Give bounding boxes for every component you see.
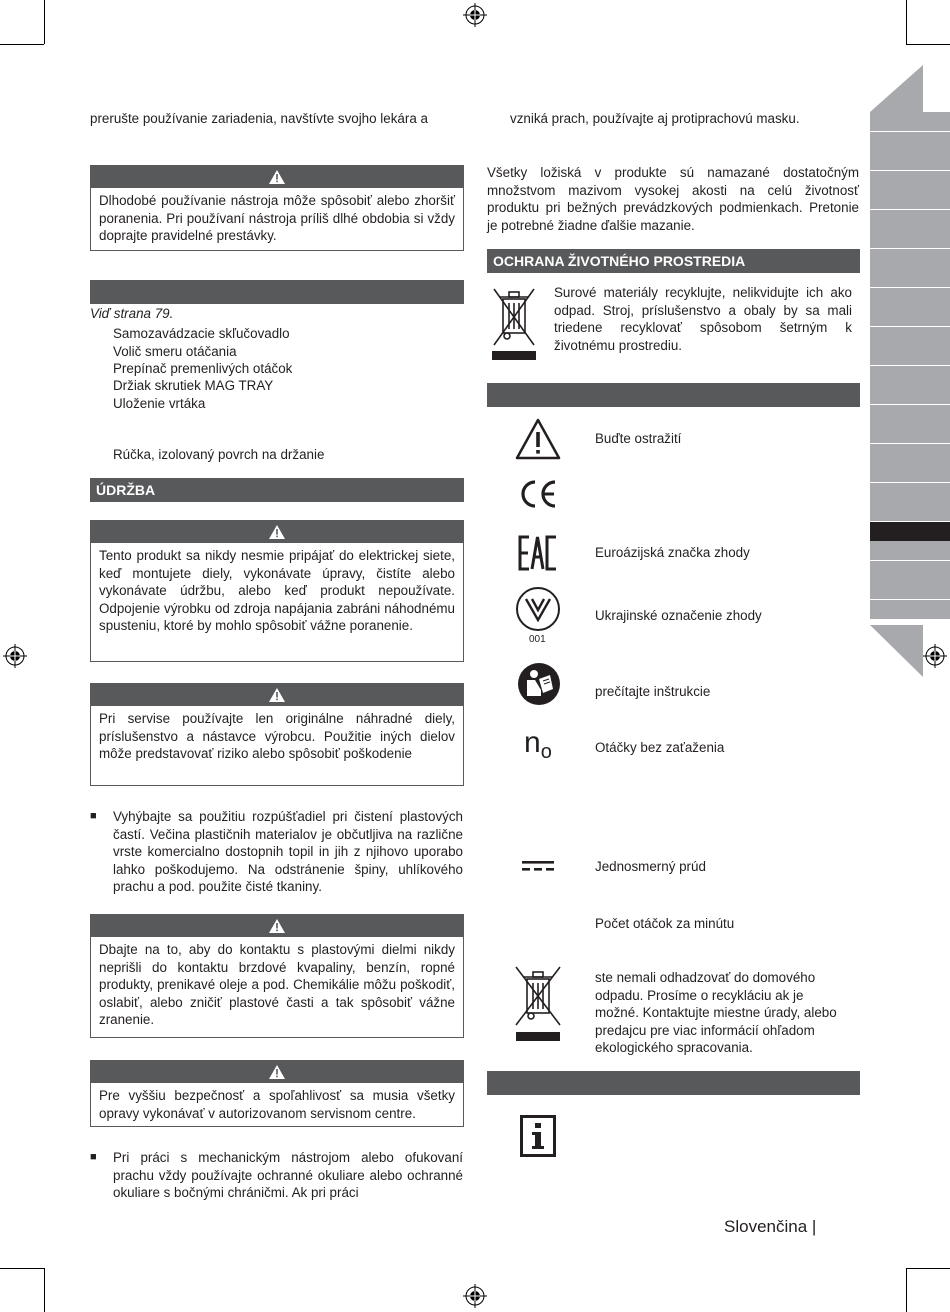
side-language-tab [870, 366, 950, 386]
warning-text-4: Dbajte na to, aby do kontaktu s plastovými dielmi nikdy neprišli do kontaktu brzdové kvapaliny, benzín, ropné produkty, prenikavé oleje a pod. Chemikálie môžu poškodiť, oslabiť, alebo zničiť plastové časti a tak spôsobiť vážne zranenie. [99, 942, 455, 1028]
registration-mark-icon [3, 644, 27, 668]
side-language-tab [870, 600, 950, 620]
registration-mark-icon [463, 3, 487, 27]
bearings-text: Všetky ložiská v produkte sú namazané dostatočným množstvom mazivom vysokej akosti na celú životnosť produktu pri bežných prevádzkových podmienkach. Pretonie je potrebné žiadne ďalšie mazanie. [487, 165, 859, 233]
side-language-tab [870, 580, 950, 600]
weee-bin-crossed-icon [512, 965, 564, 1045]
side-language-tab [870, 561, 950, 581]
warning-box-3 [90, 683, 464, 786]
side-language-tab [870, 541, 950, 561]
symbol-label-ua: Ukrajinské označenie zhody [595, 608, 762, 623]
symbol-label-no-load: Otáčky bez zaťaženia [595, 740, 725, 755]
warning-bar [91, 1061, 463, 1083]
recycle-bin-crossed-icon [490, 285, 538, 365]
crop-mark [906, 1268, 950, 1269]
warning-text-5: Pre vyššiu bezpečnosť a spoľahlivosť sa musia všetky opravy vykonávať v autorizovanom servisnom centre. [99, 1088, 455, 1121]
warning-bar [91, 166, 463, 188]
side-language-tab [870, 463, 950, 483]
crop-mark [906, 1268, 907, 1312]
section-header-maintenance: ÚDRŽBA [90, 478, 464, 502]
side-language-tab [870, 346, 950, 366]
side-language-tab [870, 424, 950, 444]
side-language-tab [870, 444, 950, 464]
side-language-tab [870, 502, 950, 522]
side-language-tab [870, 210, 950, 230]
component-item: Uloženie vrtáka [113, 396, 206, 411]
environment-text: Surové materiály recyklujte, nelikvidujte ich ako odpad. Stroj, príslušenstvo a obaly by sa mali triedene recyklovať spôsobom šetrným k životnému prostrediu. [554, 285, 852, 353]
side-language-tab [870, 229, 950, 249]
symbol-label-weee: ste nemali odhadzovať do domového odpadu. Prosíme o recykláciu ak je možné. Kontaktujte miestne úrady, alebo predajcu pre viac informácií ohľadom ekologického spracovania. [595, 970, 837, 1056]
warning-triangle-icon [269, 688, 285, 702]
warning-triangle-icon [269, 1065, 285, 1079]
side-language-tab [870, 132, 950, 152]
warning-triangle-icon [269, 525, 285, 539]
no-load-symbol-n: n [524, 726, 541, 759]
symbol-label-manual: prečítajte inštrukcie [595, 684, 711, 699]
warning-bar [91, 684, 463, 706]
section-header-environment: OCHRANA ŽIVOTNÉHO PROSTREDIA [487, 249, 860, 273]
symbol-label-attention: Buďte ostražití [595, 431, 682, 446]
eac-mark-icon [518, 535, 558, 571]
symbol-label-dc: Jednosmerný prúd [595, 859, 706, 874]
crop-mark [0, 1268, 44, 1269]
crop-mark [906, 0, 907, 44]
warning-triangle-icon [269, 919, 285, 933]
crop-mark [44, 0, 45, 44]
warning-bar [91, 521, 463, 543]
component-item: Prepínač premenlivých otáčok [113, 361, 293, 376]
side-language-tab [870, 327, 950, 347]
info-icon [520, 1115, 556, 1157]
side-language-tab [870, 151, 950, 171]
section-header-components [90, 280, 464, 304]
registration-mark-icon [463, 1284, 487, 1308]
side-language-tab [870, 307, 950, 327]
warning-bar [91, 915, 463, 937]
warning-box-1 [90, 165, 464, 251]
warning-text-3: Pri servise používajte len originálne náhradné diely, príslušenstvo a nástavce výrobcu. Použitie iných dielov môže predstavovať riziko alebo spôsobiť poškodenie [99, 711, 455, 762]
warning-text-2: Tento produkt sa nikdy nesmie pripájať do elektrickej siete, keď montujete diely, vykonávate úpravy, čistíte alebo vykonávate údržbu, alebo keď produkt nepoužívate. Odpojenie výrobku od zdroja napájania zabráni náhodnému spusteniu, ktoré by mohlo spôsobiť vážne poranenie. [99, 548, 455, 634]
symbol-label-rpm: Počet otáčok za minútu [595, 916, 735, 931]
read-manual-icon [517, 662, 561, 706]
bullet-text-2: Pri práci s mechanickým nástrojom alebo ofukovaní prachu vždy používajte ochranné okuliare alebo ochranné okuliare s bočnými chráničmi. Ak pri práci [113, 1150, 463, 1201]
crop-mark [906, 44, 950, 45]
section-header-info [487, 1071, 860, 1095]
bullet-square-icon: ■ [90, 1151, 97, 1163]
ce-mark-icon [517, 478, 559, 510]
component-item: Samozavádzacie skľučovadlo [113, 326, 290, 341]
ukrainian-conformity-code: 001 [529, 634, 546, 645]
side-tab-triangle-top [870, 65, 950, 112]
top-left-text: prerušte používanie zariadenia, navštívte svojho lekára a [90, 111, 428, 126]
crop-mark [0, 44, 44, 45]
no-load-speed-symbol [524, 726, 552, 769]
warning-box-2 [90, 520, 464, 662]
bullet-text-1: Vyhýbajte sa použitiu rozpúšťadiel pri čistení plastových častí. Večina plastičnih materialov je občutljiva na različne vrste komercialno dostopnih topil in jih z njihovo uporabo lahko poškodujemo. Na odstránenie špiny, uhlíkového prachu a pod. použite čisté tkaniny. [113, 809, 463, 895]
top-right-text: vzniká prach, používajte aj protiprachovú masku. [510, 111, 800, 126]
side-tab-triangle-bottom [870, 625, 950, 677]
component-item: Volič smeru otáčania [113, 344, 237, 359]
warning-triangle-icon [515, 418, 561, 460]
bullet-square-icon: ■ [90, 810, 97, 822]
side-language-tab [870, 405, 950, 425]
footer-language: Slovenčina | [724, 1217, 817, 1236]
crop-mark [44, 1268, 45, 1312]
side-language-tab [870, 268, 950, 288]
side-language-tab [870, 385, 950, 405]
side-language-tab [870, 171, 950, 191]
side-language-tab [870, 249, 950, 269]
symbol-label-eac: Euroázijská značka zhody [595, 545, 750, 560]
direct-current-icon [522, 860, 554, 872]
warning-box-4 [90, 914, 464, 1038]
side-language-tab [870, 288, 950, 308]
side-language-tab [870, 483, 950, 503]
ukrainian-conformity-icon [515, 586, 561, 632]
warning-box-5 [90, 1060, 464, 1127]
section-header-symbols [487, 383, 860, 407]
side-language-tab [870, 190, 950, 210]
see-page-note: Viď strana 79. [90, 306, 174, 321]
component-item: Držiak skrutiek MAG TRAY [113, 378, 274, 393]
side-language-tab [870, 522, 950, 542]
side-language-tab [870, 112, 950, 132]
component-item-handle: Rúčka, izolovaný povrch na držanie [113, 447, 325, 462]
warning-text-1: Dlhodobé používanie nástroja môže spôsobiť alebo zhoršiť poranenia. Pri používaní nástroja príliš dlhé obdobia si vždy doprajte pravidelné prestávky. [99, 193, 455, 244]
no-load-symbol-sub: o [540, 741, 552, 763]
warning-triangle-icon [269, 170, 285, 184]
